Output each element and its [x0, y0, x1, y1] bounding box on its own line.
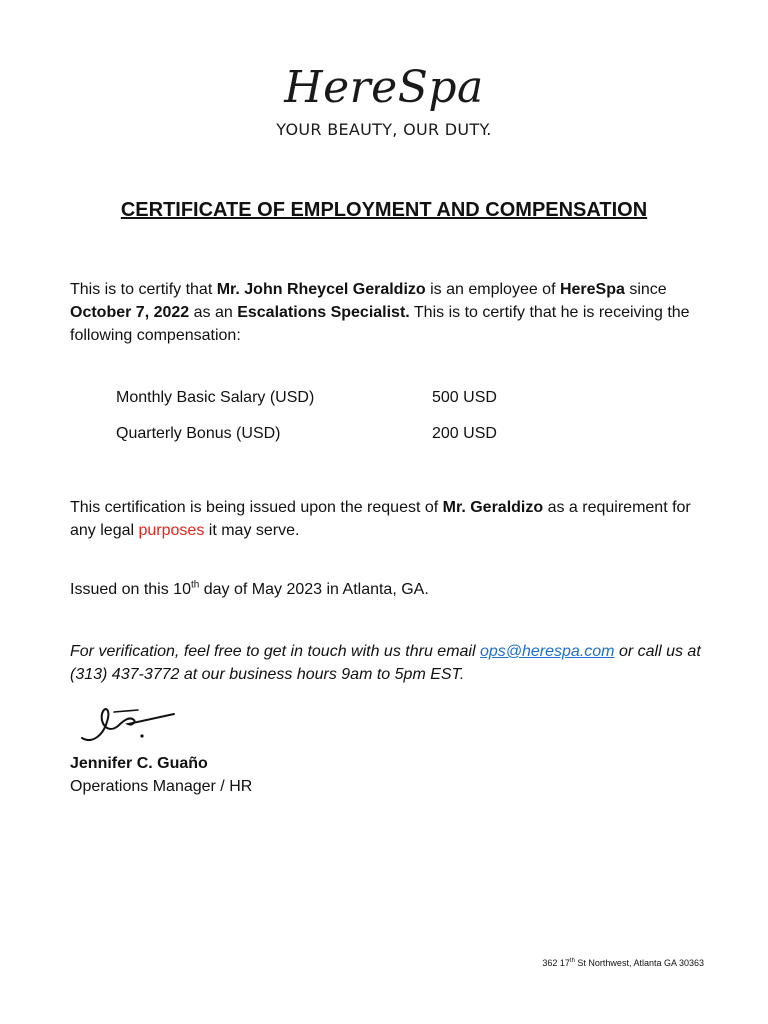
intro-text: This is to certify that — [70, 281, 217, 298]
document-title: CERTIFICATE OF EMPLOYMENT AND COMPENSATION — [120, 199, 648, 221]
start-date: October 7, 2022 — [70, 304, 190, 321]
position-title: Escalations Specialist. — [237, 304, 410, 321]
request-text: it may serve. — [204, 522, 300, 539]
email-link[interactable]: ops@herespa.com — [479, 643, 615, 660]
address-text: St Northwest, Atlanta GA 30363 — [574, 958, 704, 968]
intro-text: This is to certify that he is receiving the following compensation: — [70, 304, 690, 344]
highlighted-word: purposes — [138, 522, 205, 539]
company-address — [542, 957, 704, 969]
certification-paragraph — [70, 278, 710, 347]
verification-text: For verification, feel free to get in touch with us thru email — [70, 643, 480, 660]
signature — [78, 700, 188, 755]
ordinal-suffix: th — [569, 958, 575, 964]
logo-wordmark: HereSpa — [284, 62, 484, 113]
verification-text: or call us at (313) 437-3772 at our business hours 9am to 5pm EST. — [70, 643, 701, 683]
requester-name: Mr. Geraldizo — [442, 499, 544, 516]
signature-scribble — [78, 700, 188, 750]
compensation-label: Monthly Basic Salary (USD) — [116, 389, 315, 406]
compensation-row — [116, 424, 497, 460]
signer-block — [70, 752, 252, 798]
compensation-label: Quarterly Bonus (USD) — [116, 425, 281, 442]
intro-text: as an — [189, 304, 238, 321]
compensation-row — [116, 388, 497, 424]
issued-text: Issued on this 10 — [70, 581, 191, 598]
signer-title: Operations Manager / HR — [70, 778, 253, 795]
issued-text: day of May 2023 in Atlanta, GA. — [199, 581, 429, 598]
signer-name: Jennifer C. Guaño — [70, 755, 208, 772]
company-logo — [0, 60, 768, 140]
request-text: as a requirement for any legal — [70, 499, 691, 539]
request-paragraph — [70, 496, 710, 542]
address-text: 362 17 — [542, 958, 570, 968]
logo-tagline: YOUR BEAUTY, OUR DUTY. — [276, 120, 492, 139]
intro-text: is an employee of — [425, 281, 560, 298]
ordinal-suffix: th — [190, 579, 200, 591]
intro-text: since — [624, 281, 667, 298]
company-name: HereSpa — [559, 281, 625, 298]
compensation-value: 500 USD — [432, 389, 497, 406]
compensation-value: 200 USD — [432, 425, 497, 442]
compensation-table — [116, 388, 497, 460]
request-text: This certification is being issued upon the request of — [70, 499, 443, 516]
issued-paragraph — [70, 578, 710, 601]
verification-paragraph — [70, 640, 710, 686]
employee-name: Mr. John Rheycel Geraldizo — [216, 281, 426, 298]
